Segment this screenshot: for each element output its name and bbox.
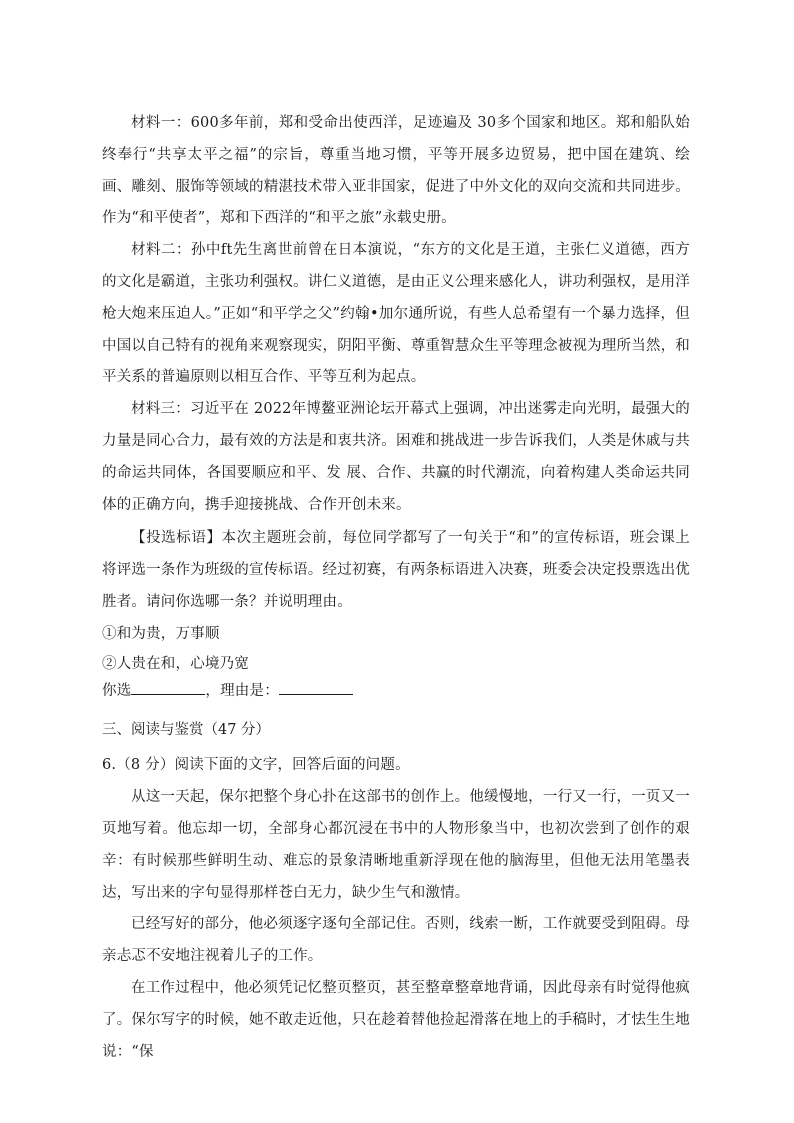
material-one-paragraph: 材料一：600多年前，郑和受命出使西洋，足迹遍及 30多个国家和地区。郑和船队始终奉行“共享太平之福”的宗旨，尊重当地习惯，平等开展多边贸易，把中国在建筑、绘画、雕刻、服饰等领域的精湛技术带入亚非国家，促进了中外文化的双向交流和共同进步。作为“和平使者”，郑和下西洋的“和平之旅”永载史册。 — [102, 115, 690, 227]
passage-paragraph-3: 在工作过程中，他必须凭记忆整页整页，甚至整章整章地背诵，因此母亲有时觉得他疯了。保尔写字的时候，她不敢走近他，只在趁着替他捡起滑落在地上的手稿时，才怯生生地说：“保 — [102, 979, 690, 1060]
passage-paragraph-2: 已经写好的部分，他必须逐字逐句全部记住。否则，线索一断，工作就要受到阻碍。母亲忐忑不安地注视着儿子的工作。 — [102, 916, 690, 965]
question-6-prompt: 6.（8 分）阅读下面的文字，回答后面的问题。 — [102, 757, 410, 774]
passage-paragraph-1: 从这一天起，保尔把整个身心扑在这部书的创作上。他缓慢地，一行又一行，一页又一页地写着。他忘却一切，全部身心都沉浸在书中的人物形象当中，也初次尝到了创作的艰辛：有时候那些鲜明生动、难忘的景象清晰地重新浮现在他的脑海里，但他无法用笔墨表达，写出来的字句显得那样苍白无力，缺少生气和激情。 — [102, 789, 690, 901]
slogan-option-two: ②人贵在和，心境乃宽 — [102, 655, 249, 672]
reason-label: ，理由是： — [205, 682, 279, 699]
slogan-option-one: ①和为贵，万事顺 — [102, 625, 220, 642]
material-two-paragraph: 材料二：孙中ft先生离世前曾在日本演说，“东方的文化是王道，主张仁义道德，西方的文化是霸道，主张功利强权。讲仁义道德，是由正义公理来感化人，讲功利强权，是用洋枪大炮来压迫人。”正如“和平学之父”约翰•加尔通所说，有些人总希望有一个暴力选择，但中国以自己特有的视角来观察现实，阴阳平衡、尊重智慧众生平等理念被视为理所当然，和平关系的普遍原则以相互合作、平等互利为起点。 — [102, 242, 690, 386]
material-three-paragraph: 材料三：习近平在 2022年博鳌亚洲论坛开幕式上强调，冲出迷雾走向光明，最强大的力量是同心合力，最有效的方法是和衷共济。困难和挑战进一步告诉我们，人类是休戚与共的命运共同体，各国要顺应和平、发 展、合作、共赢的时代潮流，向着构建人类命运共同体的正确方向，携手迎接挑战、合作开创未来。 — [102, 401, 690, 513]
reason-blank[interactable] — [279, 679, 353, 695]
choice-blank[interactable] — [131, 679, 205, 695]
slogan-task-paragraph: 【投选标语】本次主题班会前，每位同学都写了一句关于“和”的宣传标语，班会课上将评选一条作为班级的宣传标语。经过初赛，有两条标语进入决赛，班委会决定投票选出优胜者。请问你选哪一条？并说明理由。 — [102, 530, 690, 610]
section-heading: 三、阅读与鉴赏（47 分） — [102, 721, 271, 738]
document-page — [102, 108, 690, 1068]
choose-label: 你选 — [102, 682, 132, 699]
answer-line — [102, 678, 690, 705]
